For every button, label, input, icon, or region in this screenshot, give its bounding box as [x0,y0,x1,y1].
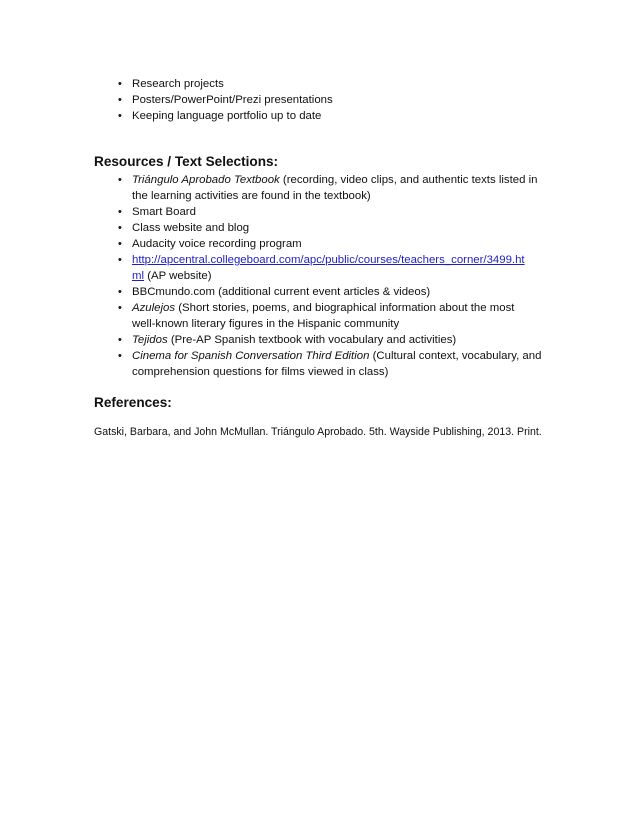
bullet-icon: • [118,174,122,186]
list-item-text: (Pre-AP Spanish textbook with vocabulary and activities) [167,334,457,346]
list-item [118,284,562,300]
list-item-text: the learning activities are found in the textbook) [132,190,371,202]
bullet-icon: • [118,94,122,106]
list-item [118,204,562,220]
bullet-icon: • [118,238,122,250]
list-item [118,252,562,284]
list-item [118,108,562,124]
list-item-text: Research projects [132,78,224,90]
list-item-text: comprehension questions for films viewed in class) [132,366,389,378]
list-item [118,172,562,204]
list-item-text: Keeping language portfolio up to date [132,110,322,122]
bullet-icon: • [118,254,122,266]
ap-central-link[interactable]: http://apcentral.collegeboard.com/apc/public/courses/teachers_corner/3499.ht [132,254,525,266]
ap-central-link-continued[interactable]: ml [132,270,145,282]
list-item-text: BBCmundo.com (additional current event articles & videos) [132,286,431,298]
list-item-text: Posters/PowerPoint/Prezi presentations [132,94,333,106]
list-item-text: (recording, video clips, and authentic texts listed in [279,174,538,186]
intro-bullet-list [118,76,562,124]
bullet-icon: • [118,110,122,122]
list-item [118,236,562,252]
list-item [118,348,562,380]
list-item-text: well-known literary figures in the Hispanic community [132,318,400,330]
link-suffix: (AP website) [144,270,212,282]
book-title: Cinema for Spanish Conversation Third Edition [132,350,370,362]
bullet-icon: • [118,286,122,298]
book-title: Tejidos [132,334,168,346]
list-item [118,332,562,348]
list-item-text: Smart Board [132,206,196,218]
bullet-icon: • [118,302,122,314]
list-item-text: Audacity voice recording program [132,238,302,250]
book-title: Triángulo Aprobado Textbook [132,174,280,186]
bullet-icon: • [118,78,122,90]
bullet-icon: • [118,222,122,234]
list-item-text: Class website and blog [132,222,250,234]
references-heading: References: [94,395,172,410]
bullet-icon: • [118,206,122,218]
list-item-text: (Short stories, poems, and biographical information about the most [175,302,515,314]
bullet-icon: • [118,350,122,362]
resources-heading: Resources / Text Selections: [94,154,279,169]
list-item [118,92,562,108]
bullet-icon: • [118,334,122,346]
list-item-text: (Cultural context, vocabulary, and [369,350,542,362]
list-item [118,300,562,332]
book-title: Azulejos [132,302,176,314]
reference-citation: Gatski, Barbara, and John McMullan. Triángulo Aprobado. 5th. Wayside Publishing, 2013. Print. [94,426,542,438]
resources-bullet-list [118,172,562,380]
list-item [118,220,562,236]
list-item [118,76,562,92]
